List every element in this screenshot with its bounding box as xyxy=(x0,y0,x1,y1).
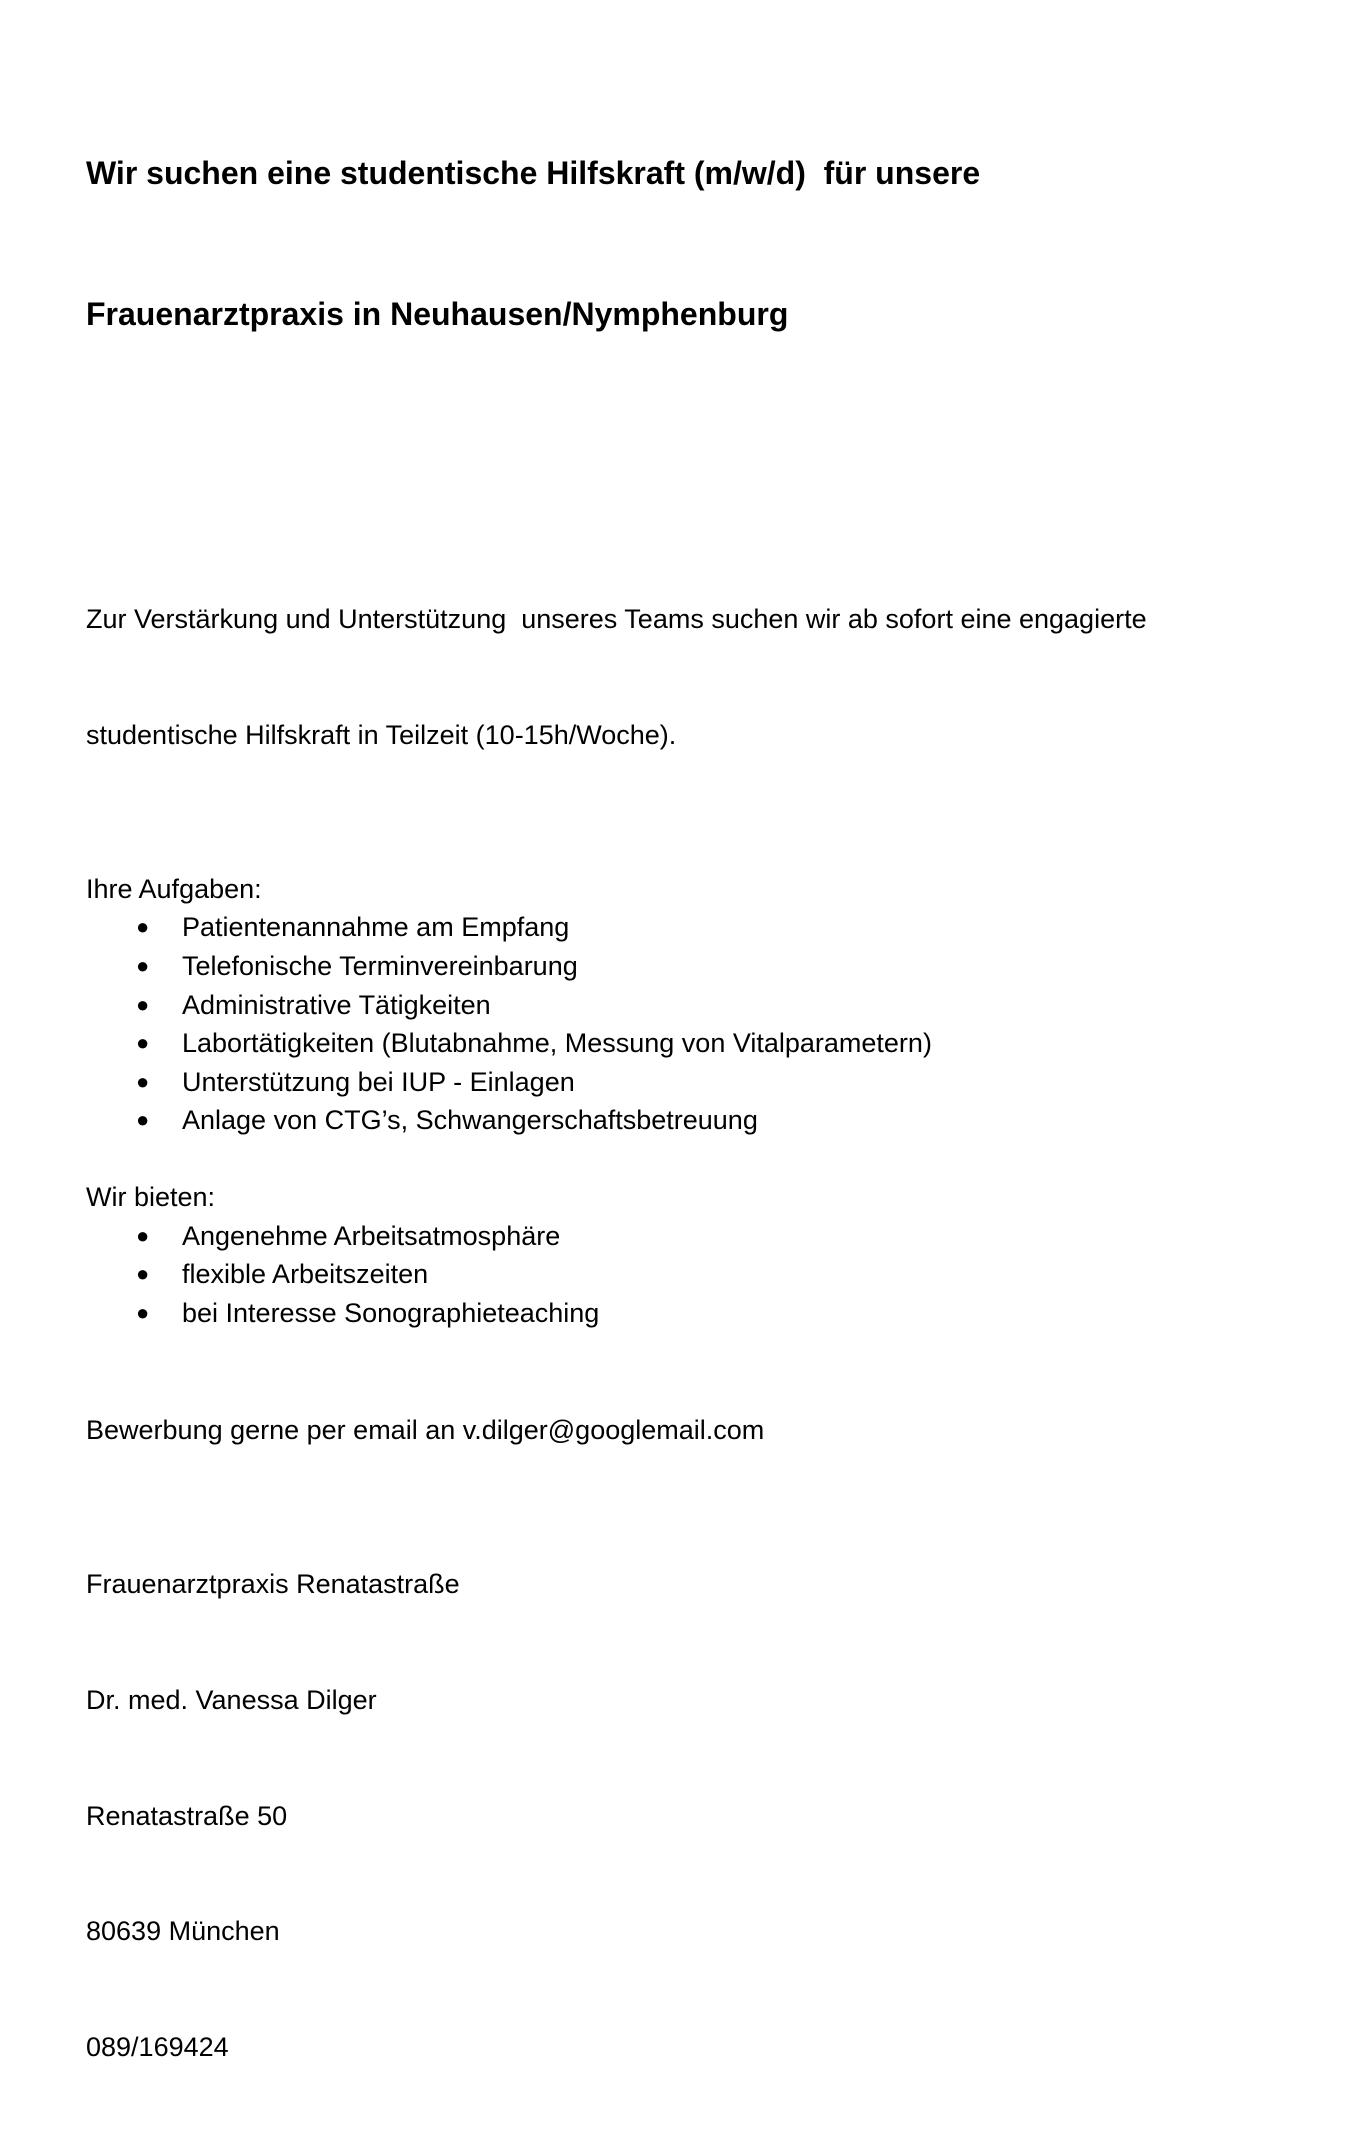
offer-heading: Wir bieten: xyxy=(86,1181,216,1212)
intro-line-1: Zur Verstärkung und Unterstützung unseres Teams suchen wir ab sofort eine engagierte xyxy=(86,604,1147,635)
intro-line-2: studentische Hilfskraft in Teilzeit (10-15h/Woche). xyxy=(86,719,677,750)
address-block xyxy=(86,1488,1306,2144)
phone-number: 089/169424 xyxy=(86,2032,229,2063)
bullet-icon: ● xyxy=(136,1030,150,1056)
page-title xyxy=(86,56,1306,432)
bullet-icon: ● xyxy=(136,952,150,978)
list-item-text: Unterstützung bei IUP - Einlagen xyxy=(182,1066,575,1097)
bullet-icon: ● xyxy=(136,1107,150,1133)
page-title-line-1: Wir suchen eine studentische Hilfskraft (m/w/d) für unsere xyxy=(86,155,981,191)
bullet-icon: ● xyxy=(136,1222,150,1248)
list-item xyxy=(86,1063,1306,1102)
list-item xyxy=(86,908,1306,947)
list-item-text: Telefonische Terminvereinbarung xyxy=(182,950,578,981)
list-item xyxy=(86,1024,1306,1063)
bullet-icon: ● xyxy=(136,1299,150,1325)
practice-name: Frauenarztpraxis Renatastraße xyxy=(86,1569,460,1600)
list-item-text: bei Interesse Sonographieteaching xyxy=(182,1297,600,1328)
offer-list xyxy=(86,1217,1306,1333)
bullet-icon: ● xyxy=(136,991,150,1017)
list-item-text: Administrative Tätigkeiten xyxy=(182,989,491,1020)
intro-paragraph xyxy=(86,523,1306,832)
list-item-text: Angenehme Arbeitsatmosphäre xyxy=(182,1220,561,1251)
list-item xyxy=(86,1101,1306,1140)
tasks-heading: Ihre Aufgaben: xyxy=(86,873,262,904)
list-item-text: flexible Arbeitszeiten xyxy=(182,1259,429,1290)
tasks-list xyxy=(86,908,1306,1140)
city-address: 80639 München xyxy=(86,1916,280,1947)
bullet-icon: ● xyxy=(136,1261,150,1287)
list-item-text: Labortätigkeiten (Blutabnahme, Messung von Vitalparametern) xyxy=(182,1028,932,1059)
page-title-line-2: Frauenarztpraxis in Neuhausen/Nymphenburg xyxy=(86,296,789,332)
list-item-text: Anlage von CTG’s, Schwangerschaftsbetreuung xyxy=(182,1105,758,1136)
list-item-text: Patientenannahme am Empfang xyxy=(182,912,570,943)
doctor-name: Dr. med. Vanessa Dilger xyxy=(86,1684,377,1715)
list-item xyxy=(86,1217,1306,1256)
list-item xyxy=(86,986,1306,1025)
list-item xyxy=(86,1255,1306,1294)
bullet-icon: ● xyxy=(136,914,150,940)
job-posting-document xyxy=(86,56,1306,2144)
street-address: Renatastraße 50 xyxy=(86,1800,288,1831)
application-contact-text: Bewerbung gerne per email an v.dilger@googlemail.com xyxy=(86,1415,765,1446)
bullet-icon: ● xyxy=(136,1068,150,1094)
list-item xyxy=(86,1294,1306,1333)
list-item xyxy=(86,947,1306,986)
